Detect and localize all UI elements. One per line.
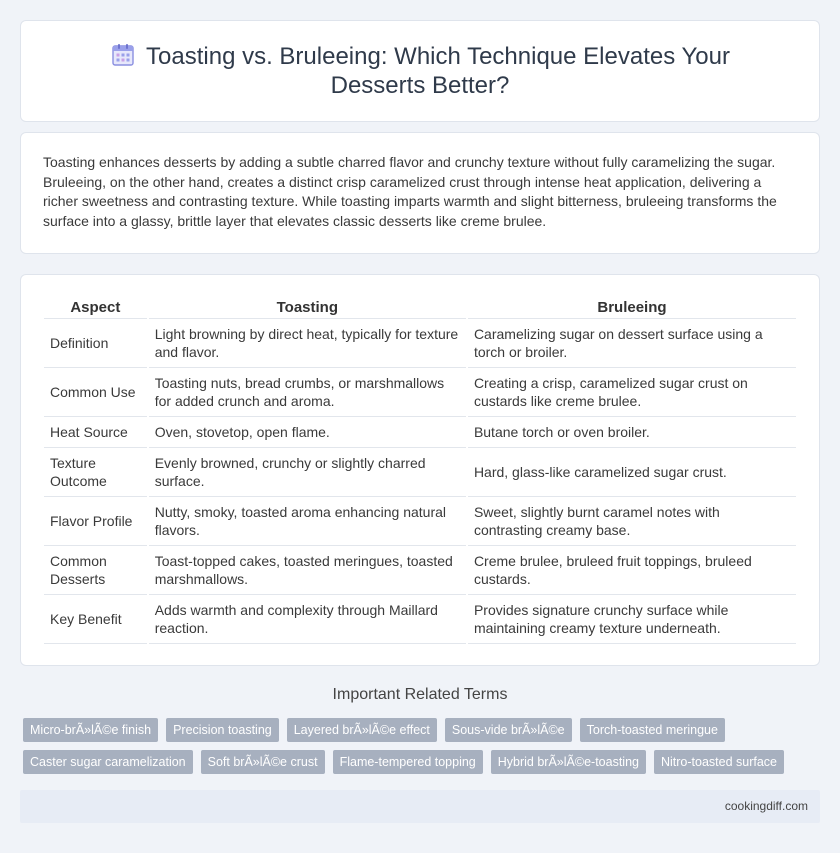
related-term-tag[interactable]: Precision toasting [166, 718, 279, 742]
page-title-text: Toasting vs. Bruleeing: Which Technique Elevates Your Desserts Better? [146, 43, 730, 99]
tag-row [23, 718, 823, 742]
cell-toasting: Toasting nuts, bread crumbs, or marshmallows for added crunch and aroma. [149, 368, 466, 417]
cell-aspect: Common Desserts [44, 546, 147, 595]
related-terms-heading: Important Related Terms [332, 686, 508, 703]
header-toasting: Toasting [149, 295, 466, 319]
comparison-card [20, 274, 820, 666]
cell-bruleeing: Hard, glass-like caramelized sugar crust. [468, 448, 796, 497]
cell-bruleeing: Butane torch or oven broiler. [468, 417, 796, 448]
cell-toasting: Toast-topped cakes, toasted meringues, toasted marshmallows. [149, 546, 466, 595]
cell-aspect: Definition [44, 319, 147, 368]
intro-paragraph: Toasting enhances desserts by adding a subtle charred flavor and crunchy texture without fully caramelizing the sugar. Bruleeing, on the other hand, creates a distinct crisp caramelized crust through intense heat application, delivering a richer sweetness and contrasting texture. While toasting imparts warmth and slight bitterness, bruleeing transforms the surface into a glassy, brittle layer that elevates classic desserts like creme brulee. [43, 154, 777, 229]
cell-bruleeing: Creating a crisp, caramelized sugar crust on custards like creme brulee. [468, 368, 796, 417]
header-aspect: Aspect [44, 295, 147, 319]
cell-aspect: Flavor Profile [44, 497, 147, 546]
calendar-icon [110, 42, 136, 68]
related-term-tag[interactable]: Layered brÃ»lÃ©e effect [287, 718, 437, 742]
cell-toasting: Evenly browned, crunchy or slightly charred surface. [149, 448, 466, 497]
related-terms-tags [23, 718, 823, 782]
intro-card [20, 132, 820, 254]
header-bruleeing: Bruleeing [468, 295, 796, 319]
cell-bruleeing: Creme brulee, bruleed fruit toppings, bruleed custards. [468, 546, 796, 595]
cell-toasting: Adds warmth and complexity through Maillard reaction. [149, 595, 466, 644]
related-term-tag[interactable]: Hybrid brÃ»lÃ©e-toasting [491, 750, 646, 774]
table-row [44, 497, 796, 546]
cell-aspect: Heat Source [44, 417, 147, 448]
tag-row [23, 750, 823, 774]
footer-site-link[interactable]: cookingdiff.com [724, 799, 808, 813]
comparison-table [42, 295, 798, 644]
related-term-tag[interactable]: Micro-brÃ»lÃ©e finish [23, 718, 158, 742]
footer [20, 790, 820, 823]
cell-bruleeing: Sweet, slightly burnt caramel notes with contrasting creamy base. [468, 497, 796, 546]
table-row [44, 448, 796, 497]
table-row [44, 368, 796, 417]
cell-aspect: Key Benefit [44, 595, 147, 644]
cell-aspect: Common Use [44, 368, 147, 417]
related-term-tag[interactable]: Sous-vide brÃ»lÃ©e [445, 718, 572, 742]
cell-toasting: Oven, stovetop, open flame. [149, 417, 466, 448]
table-row [44, 595, 796, 644]
related-term-tag[interactable]: Flame-tempered topping [333, 750, 483, 774]
page-title [61, 42, 779, 100]
cell-bruleeing: Provides signature crunchy surface while maintaining creamy texture underneath. [468, 595, 796, 644]
cell-aspect: Texture Outcome [44, 448, 147, 497]
table-row [44, 546, 796, 595]
cell-toasting: Nutty, smoky, toasted aroma enhancing natural flavors. [149, 497, 466, 546]
related-term-tag[interactable]: Caster sugar caramelization [23, 750, 193, 774]
related-term-tag[interactable]: Torch-toasted meringue [580, 718, 725, 742]
table-row [44, 319, 796, 368]
table-row [44, 417, 796, 448]
title-card [20, 20, 820, 122]
related-term-tag[interactable]: Soft brÃ»lÃ©e crust [201, 750, 325, 774]
related-term-tag[interactable]: Nitro-toasted surface [654, 750, 784, 774]
cell-toasting: Light browning by direct heat, typically for texture and flavor. [149, 319, 466, 368]
table-header-row [44, 295, 796, 319]
cell-bruleeing: Caramelizing sugar on dessert surface using a torch or broiler. [468, 319, 796, 368]
